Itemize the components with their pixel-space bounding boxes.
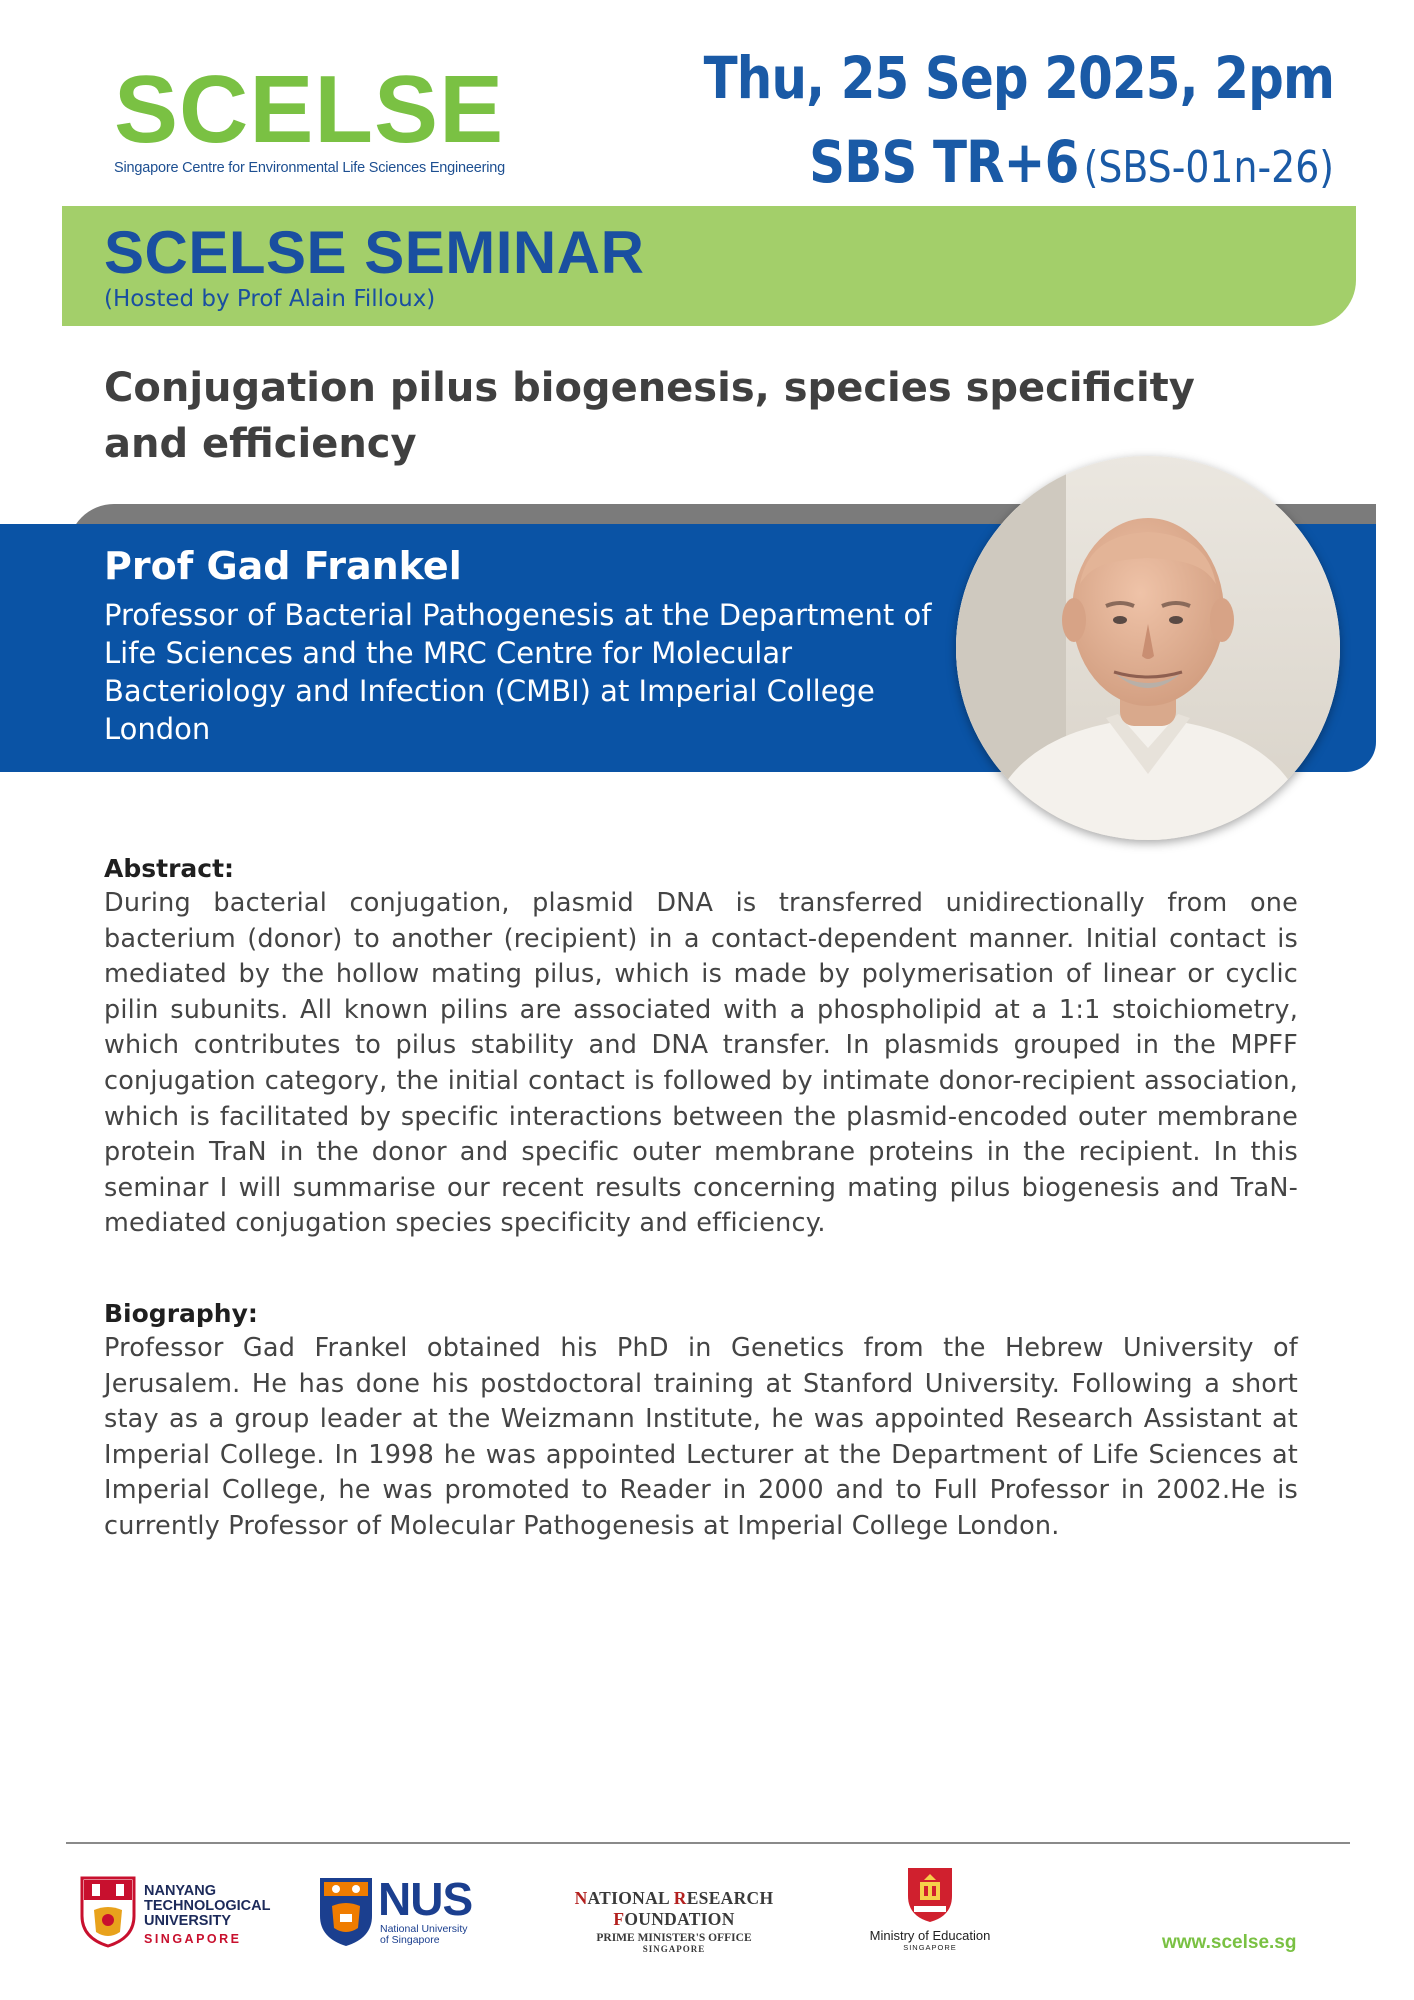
- talk-title: Conjugation pilus biogenesis, species specificity and efficiency: [104, 365, 1195, 467]
- ntu-line1: NANYANG: [144, 1883, 216, 1899]
- nrf-wordmark: [516, 1888, 832, 1930]
- scelse-logo: [114, 56, 506, 176]
- website-link[interactable]: www.scelse.sg: [1162, 1932, 1297, 1953]
- ntu-logo: [78, 1874, 298, 1954]
- speaker-name: Prof Gad Frankel: [104, 544, 462, 588]
- seminar-banner: [62, 206, 1356, 326]
- biography-heading: Biography:: [104, 1299, 258, 1328]
- nus-sub-line1: National University: [380, 1923, 468, 1935]
- abstract-section: [104, 852, 1298, 1242]
- nus-logo: [318, 1874, 488, 1954]
- ntu-line2: TECHNOLOGICAL: [144, 1898, 271, 1914]
- ntu-line3: UNIVERSITY: [144, 1913, 232, 1929]
- nrf-pmo: PRIME MINISTER'S OFFICE: [596, 1932, 752, 1944]
- biography-section: [104, 1297, 1298, 1545]
- speaker-photo: [956, 456, 1340, 840]
- seminar-title: SCELSE SEMINAR: [104, 219, 645, 286]
- nus-sub-line2: of Singapore: [380, 1934, 440, 1946]
- nus-crest-icon: [318, 1876, 374, 1948]
- nrf-ational: ATIONAL: [587, 1888, 674, 1908]
- biography-body: Professor Gad Frankel obtained his PhD in Genetics from the Hebrew University of Jerusalem. He has done his postdoctoral training at Stanford University. Following a short stay as a group leader at the Weizmann Institute, he was appointed Research Assistant at Imperial College. In 1998 he was appointed Lecturer at the Department of Life Sciences at Imperial College, he was promoted to Reader in 2000 and to Full Professor in 2002.He is currently Professor of Molecular Pathogenesis at Imperial College London.: [104, 1333, 1298, 1541]
- logo-subtitle: Singapore Centre for Environmental Life Sciences Engineering: [114, 160, 506, 176]
- ntu-crest-icon: [80, 1876, 136, 1948]
- nus-wordmark: NUS: [378, 1873, 473, 1925]
- venue-code: (SBS-01n-26): [1083, 142, 1334, 193]
- abstract-body: During bacterial conjugation, plasmid DNA is transferred unidirectionally from one bacterium (donor) to another (recipient) in a contact-dependent manner. Initial contact is mediated by the hollow mating pilus, which is made by polymerisation of linear or cyclic pilin subunits. All known pilins are associated with a phospholipid at a 1:1 stoichiometry, which contributes to pilus stability and DNA transfer. In plasmids grouped in the MPFF conjugation category, the initial contact is followed by intimate donor-recipient association, which is facilitated by specific interactions between the plasmid-encoded outer membrane protein TraN in the donor and specific outer membrane proteins in the recipient. In this seminar I will summarise our recent results concerning mating pilus biogenesis and TraN-mediated conjugation species specificity and efficiency.: [104, 888, 1298, 1239]
- moe-singapore: SINGAPORE: [903, 1943, 957, 1952]
- footer-divider: [66, 1842, 1350, 1844]
- moe-crest-icon: [904, 1862, 956, 1924]
- nus-subtitle: [380, 1924, 468, 1946]
- speaker-portrait-icon: [956, 456, 1340, 840]
- nrf-singapore: SINGAPORE: [642, 1944, 706, 1954]
- ntu-singapore: SINGAPORE: [144, 1932, 242, 1946]
- venue-name: SBS TR+6: [809, 128, 1079, 196]
- ntu-wordmark: [144, 1884, 270, 1929]
- seminar-host: (Hosted by Prof Alain Filloux): [104, 286, 436, 312]
- nrf-logo: [516, 1888, 832, 1954]
- nrf-r: R: [673, 1888, 687, 1908]
- nrf-oundation: OUNDATION: [624, 1909, 735, 1929]
- logo-wordmark: SCELSE: [114, 56, 505, 163]
- nrf-f: F: [613, 1909, 625, 1929]
- event-date-time: Thu, 25 Sep 2025, 2pm: [703, 44, 1334, 112]
- speaker-affiliation: Professor of Bacterial Pathogenesis at the Department of Life Sciences and the MRC Centre for Molecular Bacteriology and Infection (CMBI) at Imperial College London: [104, 598, 932, 746]
- event-datetime-venue: [601, 38, 1334, 217]
- nrf-n: N: [574, 1888, 588, 1908]
- nrf-esearch: ESEARCH: [686, 1888, 774, 1908]
- moe-name: Ministry of Education: [869, 1928, 991, 1943]
- moe-logo: [860, 1862, 1000, 1952]
- abstract-heading: Abstract:: [104, 854, 235, 883]
- event-venue: [704, 122, 1334, 217]
